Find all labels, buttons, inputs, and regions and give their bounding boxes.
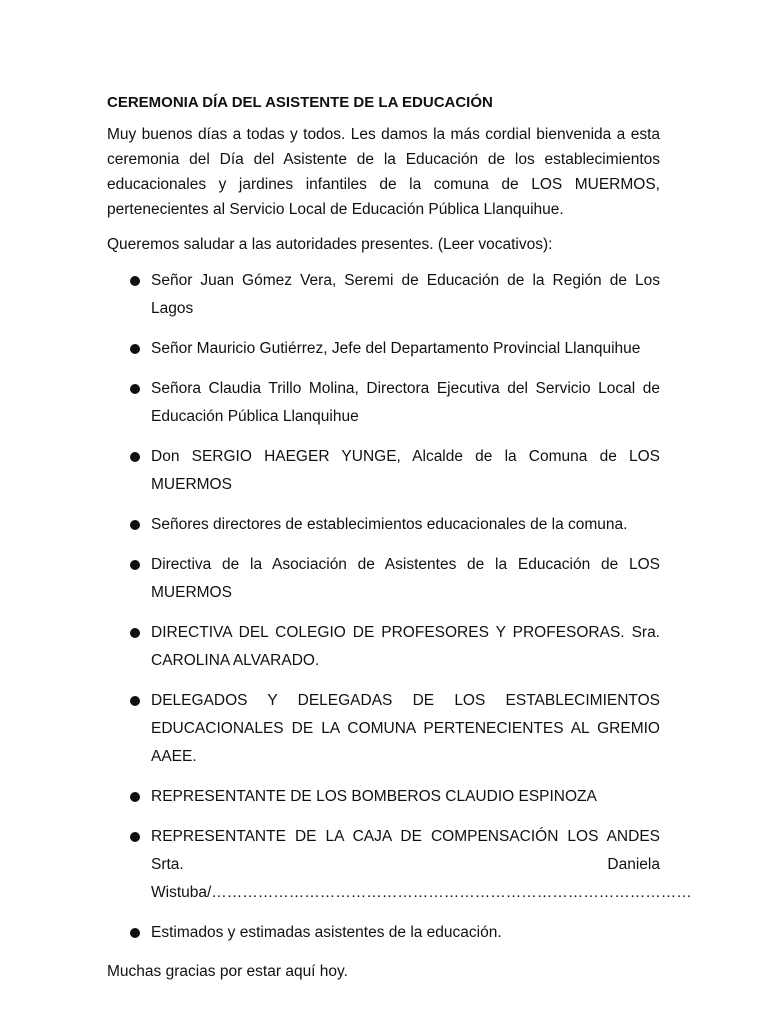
list-item-text: Señora Claudia Trillo Molina, Directora Ejecutiva del Servicio Local de Educación Pública Llanquihue (151, 380, 660, 425)
bullet-icon (130, 696, 140, 706)
list-item-text: Señor Mauricio Gutiérrez, Jefe del Departamento Provincial Llanquihue (151, 340, 641, 357)
list-item-text: Directiva de la Asociación de Asistentes de la Educación de LOS MUERMOS (151, 556, 660, 601)
list-item (107, 687, 660, 771)
bullet-icon (130, 792, 140, 802)
bullet-icon (130, 832, 140, 842)
list-item (107, 511, 660, 539)
list-item (107, 619, 660, 675)
closing-paragraph: Muchas gracias por estar aquí hoy. (107, 963, 348, 980)
document-page (107, 92, 692, 984)
bullet-icon (130, 384, 140, 394)
list-item (107, 783, 660, 811)
list-item (107, 919, 660, 947)
bullet-icon (130, 344, 140, 354)
bullet-icon (130, 276, 140, 286)
list-item-text: REPRESENTANTE DE LA CAJA DE COMPENSACIÓN LOS ANDES Srta. Daniela Wistuba/………………………………………………………………………………… (151, 828, 692, 901)
bullet-icon (130, 628, 140, 638)
bullet-icon (130, 560, 140, 570)
list-item (107, 823, 692, 907)
bullet-icon (130, 452, 140, 462)
list-item-text: Don SERGIO HAEGER YUNGE, Alcalde de la Comuna de LOS MUERMOS (151, 448, 660, 493)
list-item-text: REPRESENTANTE DE LOS BOMBEROS CLAUDIO ESPINOZA (151, 788, 597, 805)
vocatives-list (107, 267, 692, 947)
list-item-text: Señores directores de establecimientos educacionales de la comuna. (151, 516, 628, 533)
bullet-icon (130, 520, 140, 530)
list-item-text: DELEGADOS Y DELEGADAS DE LOS ESTABLECIMIENTOS EDUCACIONALES DE LA COMUNA PERTENECIENTES AL GREMIO AAEE. (151, 692, 660, 765)
intro-paragraph: Muy buenos días a todas y todos. Les damos la más cordial bienvenida a esta ceremonia del Día del Asistente de la Educación de los establecimientos educacionales y jardines infantiles de la comuna de LOS MUERMOS, pertenecientes al Servicio Local de Educación Pública Llanquihue. (107, 126, 660, 218)
list-item-text: DIRECTIVA DEL COLEGIO DE PROFESORES Y PROFESORAS. Sra. CAROLINA ALVARADO. (151, 624, 660, 669)
list-item (107, 551, 660, 607)
list-item-text: Señor Juan Gómez Vera, Seremi de Educación de la Región de Los Lagos (151, 272, 660, 317)
document-title: CEREMONIA DÍA DEL ASISTENTE DE LA EDUCACIÓN (107, 94, 493, 111)
bullet-icon (130, 928, 140, 938)
list-item (107, 375, 660, 431)
list-item-text: Estimados y estimadas asistentes de la educación. (151, 924, 502, 941)
greeting-paragraph: Queremos saludar a las autoridades presentes. (Leer vocativos): (107, 236, 553, 253)
list-item (107, 335, 660, 363)
list-item (107, 443, 660, 499)
list-item (107, 267, 660, 323)
